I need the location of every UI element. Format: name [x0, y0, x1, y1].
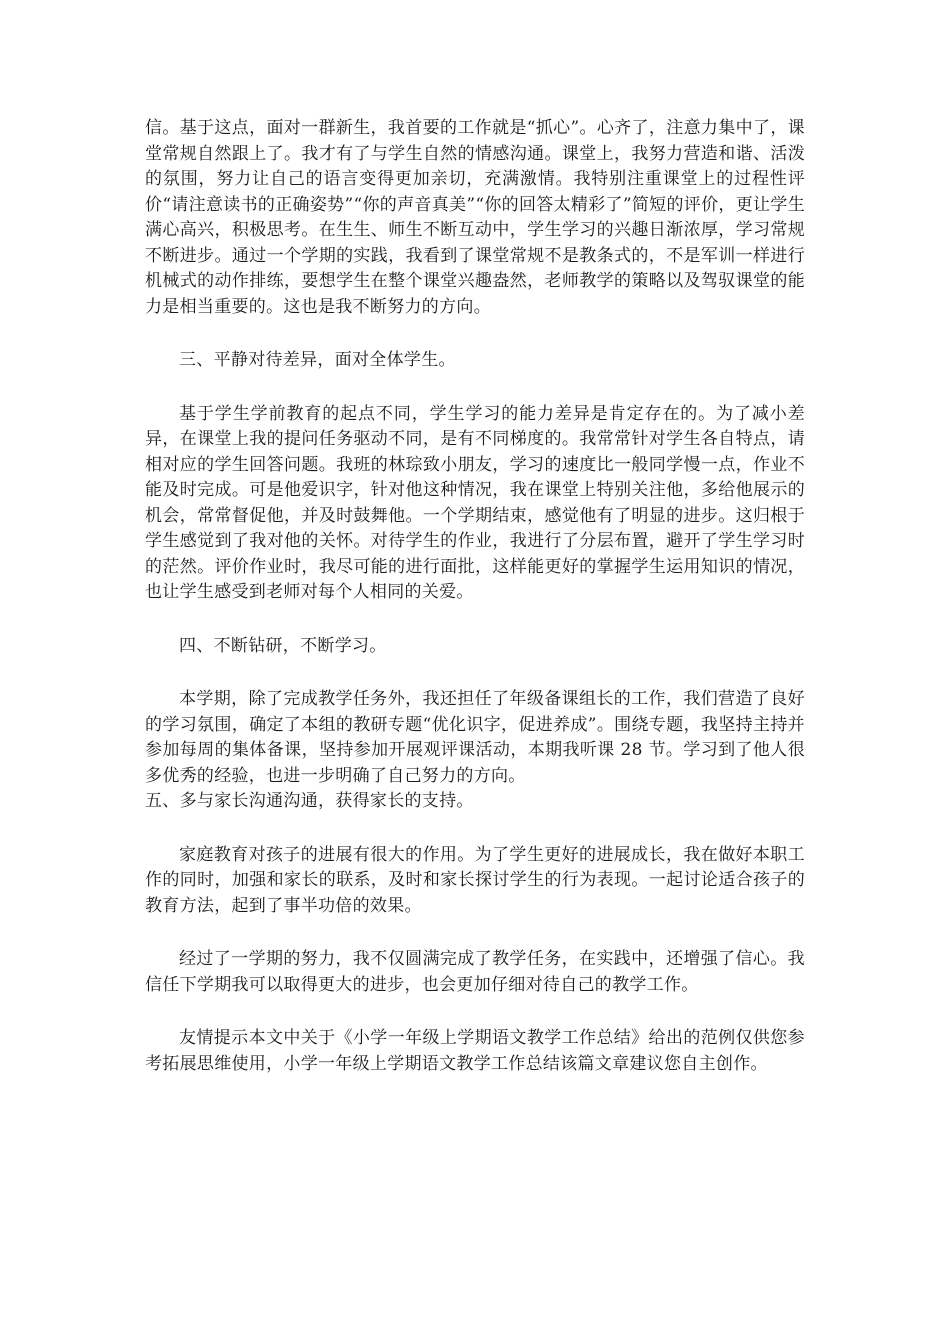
paragraph-continuation: 信。基于这点，面对一群新生，我首要的工作就是“抓心”。心齐了，注意力集中了，课堂常规自然跟上了。我才有了与学生自然的情感沟通。课堂上，我努力营造和谐、活泼的氛围，努力让自己的语言变得更加亲切，充满激情。我特别注重课堂上的过程性评价“请注意读书的正确姿势”“你的声音真美”“你的回答太精彩了”简短的评价，更让学生满心高兴，积极思考。在生生、师生不断互动中，学生学习的兴趣日渐浓厚，学习常规不断进步。通过一个学期的实践，我看到了课堂常规不是教条式的，不是军训一样进行机械式的动作排练，要想学生在整个课堂兴趣盎然，老师教学的策略以及驾驭课堂的能力是相当重要的。这也是我不断努力的方向。	[145, 118, 805, 317]
paragraph-research: 本学期，除了完成教学任务外，我还担任了年级备课组长的工作，我们营造了良好的学习氛围，确定了本组的教研专题“优化识字，促进养成”。围绕专题，我坚持主持并参加每周的集体备课，坚持参加开展观评课活动，本期我听课 28 节。学习到了他人很多优秀的经验，也进一步明确了自己努力的方向。	[145, 689, 805, 786]
section-heading-3: 三、平静对待差异，面对全体学生。	[179, 350, 456, 370]
paragraph-notice: 友情提示本文中关于《小学一年级上学期语文教学工作总结》给出的范例仅供您参考拓展思维使用，小学一年级上学期语文教学工作总结该篇文章建议您自主创作。	[145, 1028, 805, 1074]
paragraph-conclusion: 经过了一学期的努力，我不仅圆满完成了教学任务，在实践中，还增强了信心。我信任下学期我可以取得更大的进步，也会更加仔细对待自己的教学工作。	[145, 949, 805, 995]
section-heading-5: 五、多与家长沟通沟通，获得家长的支持。	[145, 791, 474, 811]
section-heading-4: 四、不断钻研，不断学习。	[179, 635, 387, 656]
paragraph-differences: 基于学生学前教育的起点不同，学生学习的能力差异是肯定存在的。为了减小差异，在课堂上我的提问任务驱动不同，是有不同梯度的。我常常针对学生各自特点，请相对应的学生回答问题。我班的林琮致小朋友，学习的速度比一般同学慢一点，作业不能及时完成。可是他爱识字，针对他这种情况，我在课堂上特别关注他，多给他展示的机会，常常督促他，并及时鼓舞他。一个学期结束，感觉他有了明显的进步。这归根于学生感觉到了我对他的关怀。对待学生的作业，我进行了分层布置，避开了学生学习时的茫然。评价作业时，我尽可能的进行面批，这样能更好的掌握学生运用知识的情况，也让学生感受到老师对每个人相同的关爱。	[145, 403, 805, 602]
paragraph-parents: 家庭教育对孩子的进展有很大的作用。为了学生更好的进展成长，我在做好本职工作的同时，加强和家长的联系，及时和家长探讨学生的行为表现。一起讨论适合孩子的教育方法，起到了事半功倍的效果。	[145, 844, 805, 916]
document-page	[145, 116, 805, 1105]
